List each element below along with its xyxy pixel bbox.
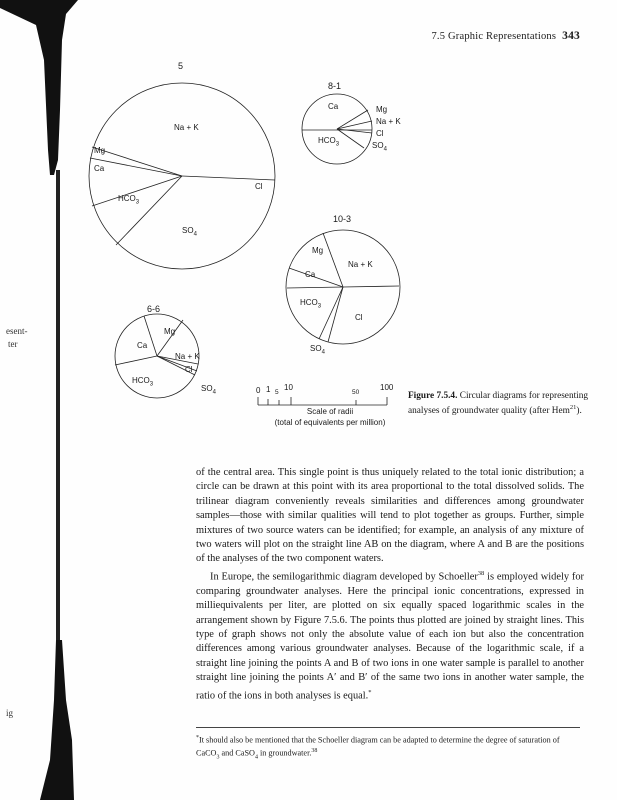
label-hco3: $HCO_3$ [318,136,340,148]
scale-tick-label: 10 [284,383,293,392]
body-text [196,466,584,703]
divider [116,176,182,245]
left-edge-text-3: ig [6,708,14,718]
label-so4: $SO_4$ [201,384,216,396]
diagram-title-10-3: 10-3 [333,214,352,224]
footnote: *It should also be mentioned that the Schoeller diagram can be adapted to determine the degree of saturation of CaCO$_3$ and CaSO$_4$ in groundwater.$^{38}$ [196,735,560,761]
divider [337,110,368,129]
divider [337,121,372,129]
diagram-title-6-6: 6-6 [147,304,161,314]
label-so4: $SO_4$ [310,344,325,356]
label-mg: Mg [376,105,388,114]
divider [144,316,157,356]
caption-text: Circular diagrams for representing analyses of groundwater quality (after Hem [408,391,589,417]
paragraph: In Europe, the semilogarithmic diagram developed by Schoeller$^{38}$ is employed widely for comparing groundwater analyses. Here the principal ionic concentrations, expressed in milliequivalents per liter, are plotted on six equally spaced logarithmic scales in the arrangement shown by Figure 7.5.6. The points thus plotted are joined by straight lines. This type of graph shows not only the absolute value of each ion but also the concentration differences among various groundwater analyses. Because of the logarithmic scale, if a straight line joining the points A and B of two ions in one water sample is parallel to another straight line joining the points A′ and B′ of the same two ions in another water sample, the ratio of the ions in both analyses is equal.* [196,569,584,702]
divider [287,287,343,288]
diagram-title-8-1: 8-1 [328,81,342,91]
scale-label: Scale of radii [306,407,354,416]
label-ca: Ca [137,341,148,350]
label-na-k: Na + K [376,117,401,126]
scale-tick-label: 0 [256,386,261,395]
label-so4: $SO_4$ [182,226,197,238]
label-ca: Ca [305,270,316,279]
label-mg: Mg [312,246,324,255]
scale-tick-label: 100 [380,383,394,392]
figure-caption: Figure 7.5.4. Circular diagrams for representing analyses of groundwater quality (after Hem$^{21}$). [408,391,589,417]
figure-label: Figure 7.5.4. [408,391,458,401]
scale-label-units: (total of equivalents per million) [274,418,386,427]
footnote-rule [196,727,580,728]
label-cl: Cl [185,365,193,374]
divider [115,356,157,365]
label-mg: Mg [164,327,176,336]
label-hco3: $HCO_3$ [132,376,154,388]
caption-ref: 21 [569,404,577,411]
label-na-k: Na + K [348,260,373,269]
scale-tick-label: 1 [266,385,271,394]
label-hco3: $HCO_3$ [300,298,322,310]
label-so4: $SO_4$ [372,141,387,153]
label-ca: Ca [94,164,105,173]
section-title: 7.5 Graphic Representations [431,31,557,42]
label-na-k: Na + K [174,123,199,132]
divider [343,286,399,287]
page-number: 343 [562,30,580,42]
label-na-k: Na + K [175,352,200,361]
diagram-title-5: 5 [178,61,184,71]
label-mg: Mg [94,146,106,155]
paragraph: of the central area. This single point is thus uniquely related to the total ionic distribution; a circle can be drawn at this point with its area proportional to the total dissolved solids. The trilinear diagram conveniently reveals similarities and differences among groundwater samples—those with similar qualities will tend to plot together as groups. Further, simple mixtures of two source waters can be identified; for example, an analysis of any mixture of two waters will plot on the straight line AB on the diagram, where A and B are the positions of the analyses of the two component waters. [196,467,584,565]
divider [157,320,183,356]
left-edge-text-2: ter [8,339,18,349]
divider [182,176,275,180]
divider [92,147,182,176]
label-cl: Cl [355,313,363,322]
divider [289,268,343,287]
scale-tick-label: 50 [352,389,360,396]
label-ca: Ca [328,102,339,111]
divider [323,233,343,287]
label-cl: Cl [376,129,384,138]
label-hco3: $HCO_3$ [118,194,140,206]
scale-tick-label: 5 [275,389,279,396]
left-edge-text-1: esent- [6,326,28,336]
label-cl: Cl [255,182,263,191]
